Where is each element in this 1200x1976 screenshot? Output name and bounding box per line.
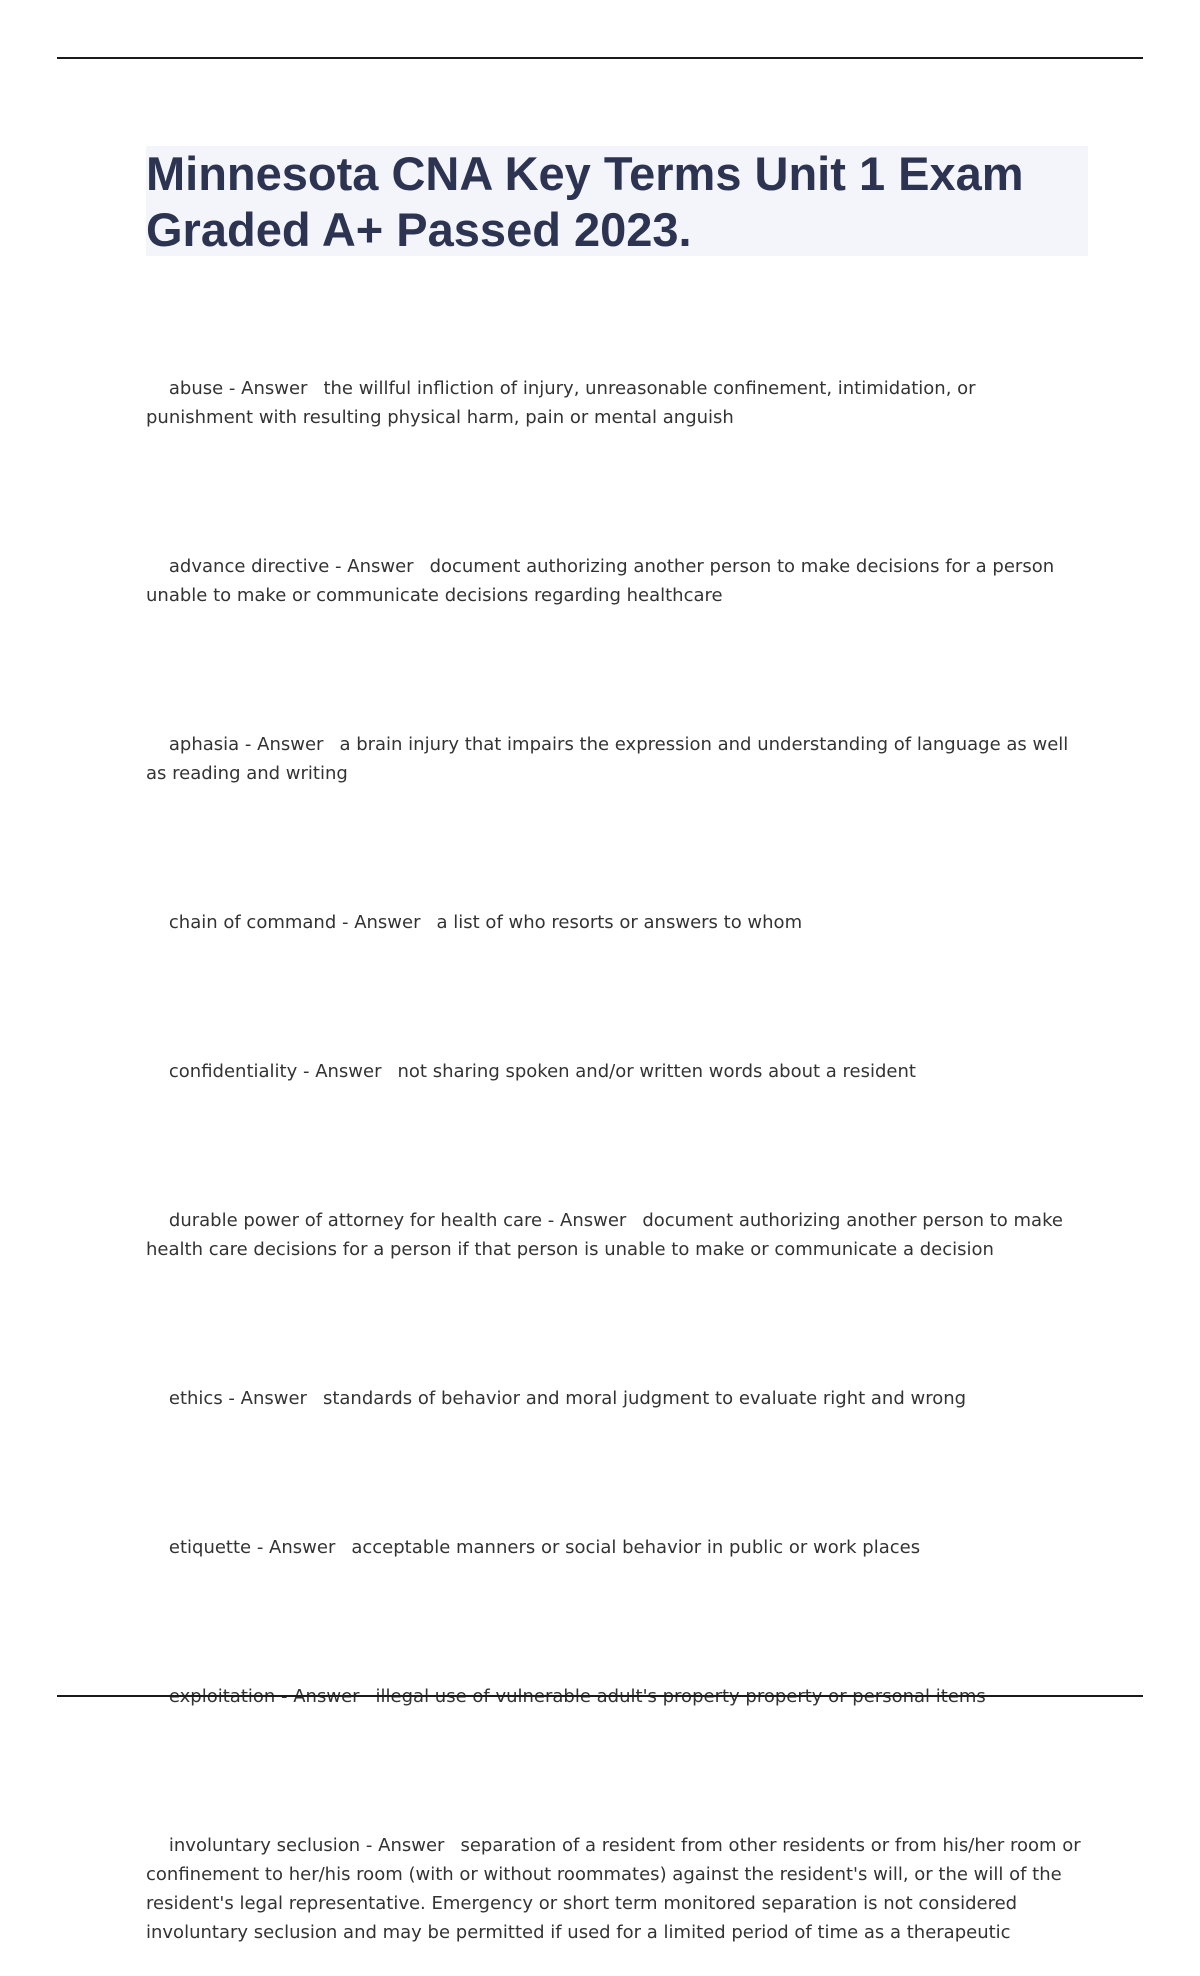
term-entry-durable-power-of-attorney bbox=[146, 1177, 1086, 1293]
title-box bbox=[146, 146, 1088, 256]
term-entry-aphasia bbox=[146, 701, 1086, 817]
term-label: durable power of attorney for health care - Answer bbox=[168, 1210, 627, 1231]
term-label: confidentiality - Answer bbox=[168, 1061, 382, 1082]
term-label: ethics - Answer bbox=[168, 1388, 307, 1409]
term-label: aphasia - Answer bbox=[168, 734, 324, 755]
term-definition: a brain injury that impairs the expression and understanding of language as well as reading and writing bbox=[146, 734, 1075, 784]
term-definition: acceptable manners or social behavior in public or work places bbox=[351, 1537, 921, 1558]
term-definition: document authorizing another person to make decisions for a person unable to make or communicate decisions regarding healthcare bbox=[146, 556, 1060, 606]
term-label: chain of command - Answer bbox=[168, 912, 421, 933]
term-label: advance directive - Answer bbox=[168, 556, 414, 577]
term-definition: the willful infliction of injury, unreasonable confinement, intimidation, or punishment with resulting physical harm, pain or mental anguish bbox=[146, 378, 982, 428]
term-definition: standards of behavior and moral judgment to evaluate right and wrong bbox=[322, 1388, 967, 1409]
page-title: Minnesota CNA Key Terms Unit 1 Exam Graded A+ Passed 2023. bbox=[146, 147, 1024, 256]
term-definition: separation of a resident from other residents or from his/her room or confinement to her/his room (with or without roommates) against the resident's will, or the will of the resident's legal representative. Emergency or short term monitored separation is not considered involuntary seclusion and may be permitted if used for a limited period of time as a therapeutic bbox=[146, 1835, 1087, 1943]
term-definition: not sharing spoken and/or written words about a resident bbox=[397, 1061, 916, 1082]
term-entry-etiquette bbox=[146, 1504, 1086, 1591]
term-label: exploitation - Answer bbox=[168, 1686, 360, 1707]
term-entry-abuse bbox=[146, 345, 1086, 461]
term-definition: illegal use of vulnerable adult's property property or personal items bbox=[375, 1686, 986, 1707]
term-entry-chain-of-command bbox=[146, 879, 1086, 966]
top-rule bbox=[57, 57, 1143, 59]
term-definition: document authorizing another person to make health care decisions for a person if that person is unable to make or communicate a decision bbox=[146, 1210, 1069, 1260]
term-label: abuse - Answer bbox=[168, 378, 308, 399]
bottom-rule bbox=[57, 1695, 1143, 1697]
term-entry-advance-directive bbox=[146, 523, 1086, 639]
term-entry-confidentiality bbox=[146, 1028, 1086, 1115]
term-entry-ethics bbox=[146, 1355, 1086, 1442]
term-entry-involuntary-seclusion bbox=[146, 1802, 1086, 1976]
term-definition: a list of who resorts or answers to whom bbox=[436, 912, 803, 933]
term-label: involuntary seclusion - Answer bbox=[168, 1835, 445, 1856]
terms-list bbox=[146, 345, 1086, 1976]
term-label: etiquette - Answer bbox=[168, 1537, 336, 1558]
